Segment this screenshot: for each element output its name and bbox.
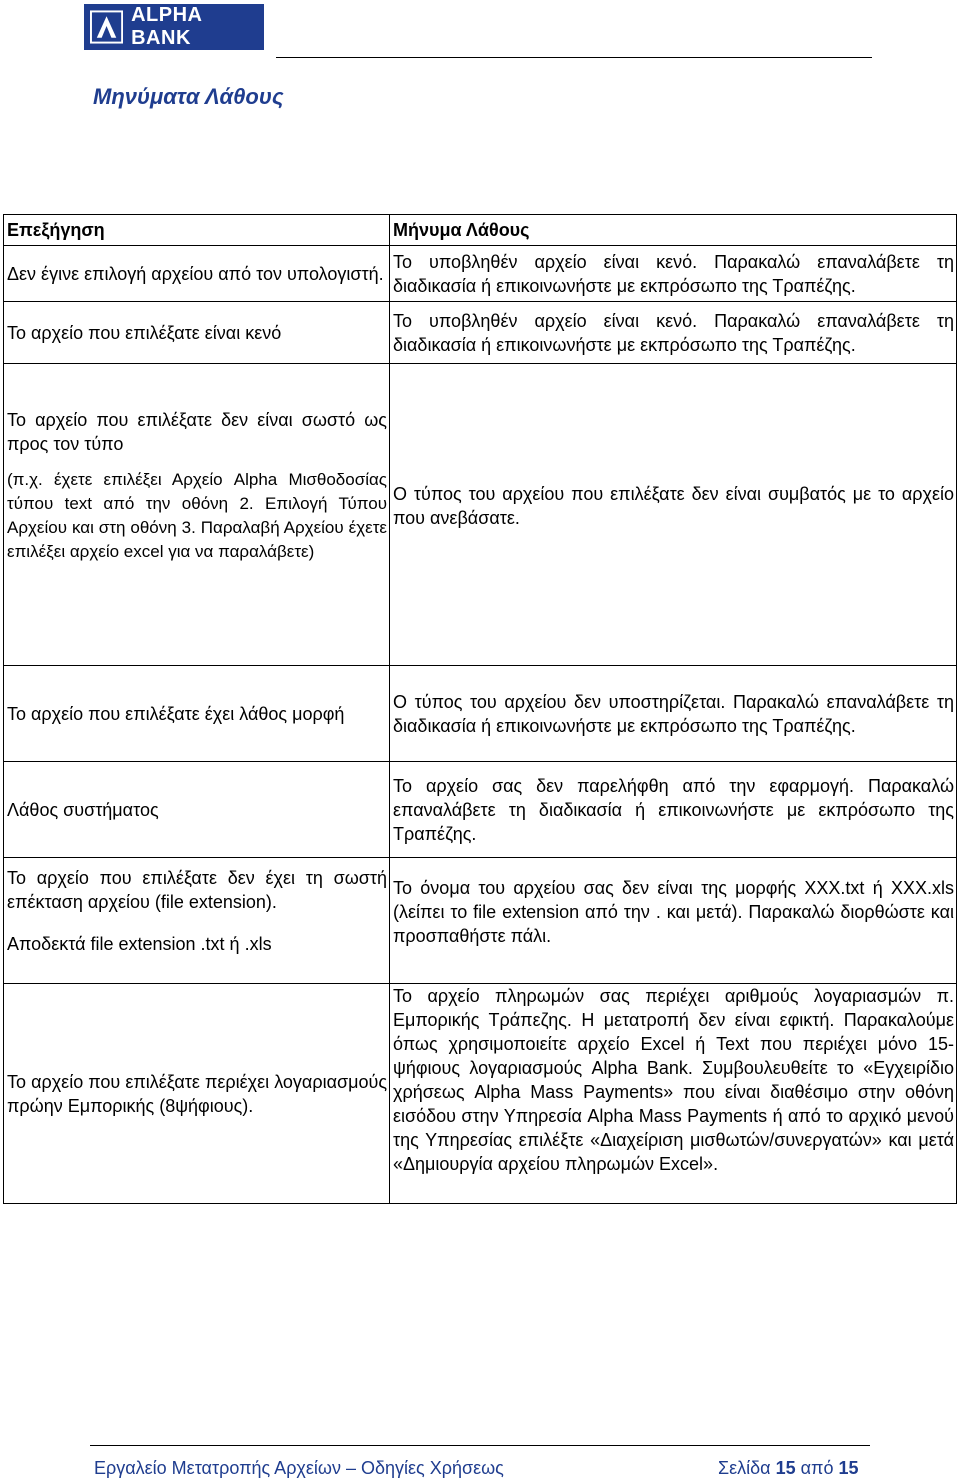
table-row xyxy=(4,762,957,858)
message-text: Ο τύπος του αρχείου που επιλέξατε δεν είναι συμβατός με το αρχείο που ανεβάσατε. xyxy=(393,484,954,528)
footer-page-number xyxy=(718,1458,859,1479)
message-cell xyxy=(390,984,957,1204)
alpha-bank-logo xyxy=(84,4,264,50)
column-header-message: Μήνυμα Λάθους xyxy=(390,215,957,246)
message-cell xyxy=(390,364,957,666)
explanation-cell: Το αρχείο που επιλέξατε έχει λάθος μορφή xyxy=(4,666,390,762)
message-cell: Το υποβληθέν αρχείο είναι κενό. Παρακαλώ επαναλάβετε τη διαδικασία ή επικοινωνήστε με εκπρόσωπο της Τραπέζης. xyxy=(390,302,957,364)
explanation-note: (π.χ. έχετε επιλέξει Αρχείο Alpha Μισθοδοσίας τύπου text από την οθόνη 2. Επιλογή Τύπου Αρχείου και στη οθόνη 3. Παραλαβή Αρχείου έχετε επιλέξει αρχείο excel για να παραλάβετε) xyxy=(7,470,387,561)
explanation-cell xyxy=(4,858,390,984)
message-text: Το αρχείο πληρωμών σας περιέχει αριθμούς λογαριασμών π. Εμπορικής Τράπεζης. Η μετατροπή δεν είναι εφικτή. Παρακαλούμε όπως χρησιμοποιείτε αρχείο Excel ή Text που περιέχει μόνο 15-ψήφιους λογαριασμούς Alpha Bank. Συμβουλευθείτε το «Εγχειρίδιο χρήσεως Alpha Mass Payments» που είναι διαθέσιμο στην οθόνη εισόδου στην Υπηρεσία Alpha Mass Payments ή από το αρχικό μενού της Υπηρεσίας επιλέξτε «Διαχείριση μισθωτών/συνεργατών» και μετά «Δημιουργία αρχείου πληρωμών Excel». xyxy=(393,986,954,1174)
error-messages-table xyxy=(3,214,957,1204)
message-text: Το όνομα του αρχείου σας δεν είναι της μορφής XXX.txt ή XXX.xls (λείπει το file extension από την . και μετά). Παρακαλώ διορθώστε και προσπαθήστε πάλι. xyxy=(393,878,954,946)
footer-divider xyxy=(90,1445,870,1446)
explanation-cell xyxy=(4,364,390,666)
explanation-text: Το αρχείο που επιλέξατε δεν έχει τη σωστή επέκταση αρχείου (file extension). xyxy=(7,868,387,912)
explanation-cell: Δεν έγινε επιλογή αρχείου από τον υπολογιστή. xyxy=(4,246,390,302)
explanation-cell: Το αρχείο που επιλέξατε περιέχει λογαριασμούς πρώην Εμπορικής (8ψήφιους). xyxy=(4,984,390,1204)
explanation-text: Το αρχείο που επιλέξατε δεν είναι σωστό ως προς τον τύπο xyxy=(7,410,387,454)
page-sep: από xyxy=(800,1458,834,1478)
alpha-bank-emblem-icon xyxy=(90,10,123,44)
page-prefix: Σελίδα xyxy=(718,1458,771,1478)
table-row xyxy=(4,246,957,302)
table-header-row xyxy=(4,215,957,246)
table-row xyxy=(4,302,957,364)
page-total: 15 xyxy=(838,1458,859,1478)
logo-text: ALPHA BANK xyxy=(131,4,202,49)
table-row xyxy=(4,984,957,1204)
table-row xyxy=(4,364,957,666)
message-cell: Ο τύπος του αρχείου δεν υποστηρίζεται. Παρακαλώ επαναλάβετε τη διαδικασία ή επικοινωνήστε με εκπρόσωπο της Τραπέζης. xyxy=(390,666,957,762)
explanation-note: Αποδεκτά file extension .txt ή .xls xyxy=(7,934,272,954)
message-cell xyxy=(390,858,957,984)
message-cell: Το υποβληθέν αρχείο είναι κενό. Παρακαλώ επαναλάβετε τη διαδικασία ή επικοινωνήστε με εκπρόσωπο της Τραπέζης. xyxy=(390,246,957,302)
column-header-explanation: Επεξήγηση xyxy=(4,215,390,246)
page-title: Μηνύματα Λάθους xyxy=(93,84,284,109)
header-divider xyxy=(276,57,872,58)
page-current: 15 xyxy=(775,1458,796,1478)
explanation-cell: Το αρχείο που επιλέξατε είναι κενό xyxy=(4,302,390,364)
footer-document-title: Εργαλείο Μετατροπής Αρχείων – Οδηγίες Χρήσεως xyxy=(94,1458,504,1478)
table-row xyxy=(4,858,957,984)
message-cell: Το αρχείο σας δεν παρελήφθη από την εφαρμογή. Παρακαλώ επαναλάβετε τη διαδικασία ή επικοινωνήστε με εκπρόσωπο της Τραπέζης. xyxy=(390,762,957,858)
table-row xyxy=(4,666,957,762)
explanation-cell: Λάθος συστήματος xyxy=(4,762,390,858)
